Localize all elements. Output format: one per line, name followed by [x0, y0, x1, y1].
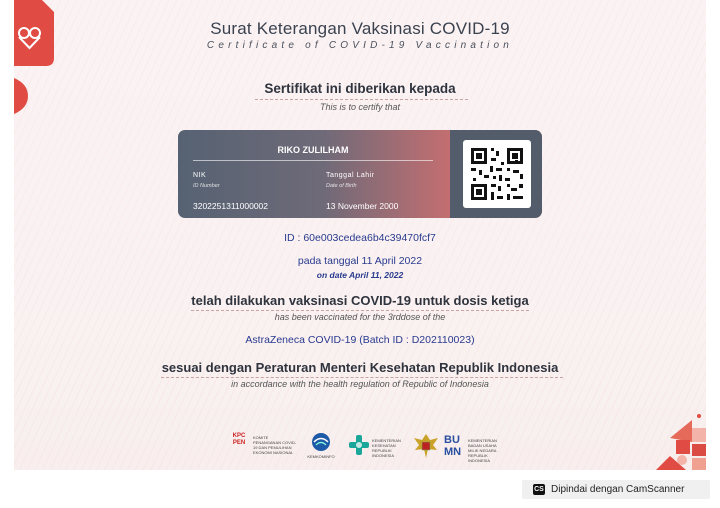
- garuda-emblem: [413, 432, 439, 460]
- given-to-heading-en: This is to certify that: [319, 102, 401, 112]
- qr-code[interactable]: [463, 140, 531, 208]
- decorative-pattern: [656, 408, 706, 470]
- dob-sublabel: Date of Birth: [326, 183, 357, 189]
- bumn-mark: BUMN: [444, 434, 462, 458]
- kominfo-logo: [308, 432, 334, 462]
- bumn-text: KEMENTERIAN BADAN USAHA MILIK NEGARA REPUBLIK INDONESIA: [468, 438, 497, 463]
- vaccinated-statement: telah dilakukan vaksinasi COVID-19 untuk dosis ketiga: [191, 293, 529, 308]
- vaccine-batch: AstraZeneca COVID-19 (Batch ID : D202110023): [245, 334, 475, 346]
- certificate-id: ID : 60e003cedea6b4c39470fcf7: [284, 232, 436, 244]
- nik-value: 3202251311000002: [193, 201, 269, 211]
- vaccination-date: pada tanggal 11 April 2022: [297, 255, 423, 267]
- regulation-statement-en: in accordance with the health regulation of Republic of Indonesia: [231, 379, 489, 389]
- holder-card: [178, 130, 542, 218]
- certificate: [14, 0, 706, 470]
- divider: [193, 160, 433, 161]
- kpcpen-text: KOMITE PENANGANAN COVID-19 DAN PEMULIHAN EKONOMI NASIONAL: [253, 435, 297, 455]
- given-to-heading: Sertifikat ini diberikan kepada: [264, 81, 456, 96]
- nik-sublabel: ID Number: [193, 183, 220, 189]
- qr-icon: [463, 140, 531, 208]
- certificate-title: Surat Keterangan Vaksinasi COVID-19: [210, 19, 510, 38]
- kominfo-text: KEMKOMINFO: [307, 454, 335, 459]
- kemenkes-logo: [348, 434, 412, 460]
- nik-label: NIK: [193, 172, 207, 179]
- kominfo-icon: [308, 432, 334, 452]
- divider: [161, 377, 563, 378]
- regulation-statement: sesuai dengan Peraturan Menteri Kesehatan Republik Indonesia: [161, 360, 559, 375]
- camscanner-label: Dipindai dengan CamScanner: [551, 484, 685, 495]
- kemenkes-icon: [348, 434, 370, 456]
- holder-name: RIKO ZULILHAM: [277, 145, 349, 155]
- dob-value: 13 November 2000: [326, 201, 399, 211]
- divider: [255, 99, 468, 100]
- camscanner-icon: CS: [534, 486, 544, 493]
- kemenkes-text: KEMENTERIAN KESEHATAN REPUBLIK INDONESIA: [372, 438, 401, 458]
- kpcpen-logo: [230, 430, 300, 460]
- divider: [191, 310, 529, 311]
- vaccinated-statement-en: has been vaccinated for the 3rddose of the: [274, 312, 446, 322]
- bumn-logo: [444, 432, 504, 462]
- kpcpen-mark: KPC PEN: [232, 433, 246, 446]
- qr-panel: [450, 130, 542, 218]
- vaccination-date-en: on date April 11, 2022: [316, 270, 404, 280]
- garuda-icon: [413, 432, 439, 460]
- certificate-subtitle: Certificate of COVID-19 Vaccination: [206, 40, 514, 51]
- camscanner-watermark: [522, 480, 710, 499]
- dob-label: Tanggal Lahir: [326, 172, 375, 179]
